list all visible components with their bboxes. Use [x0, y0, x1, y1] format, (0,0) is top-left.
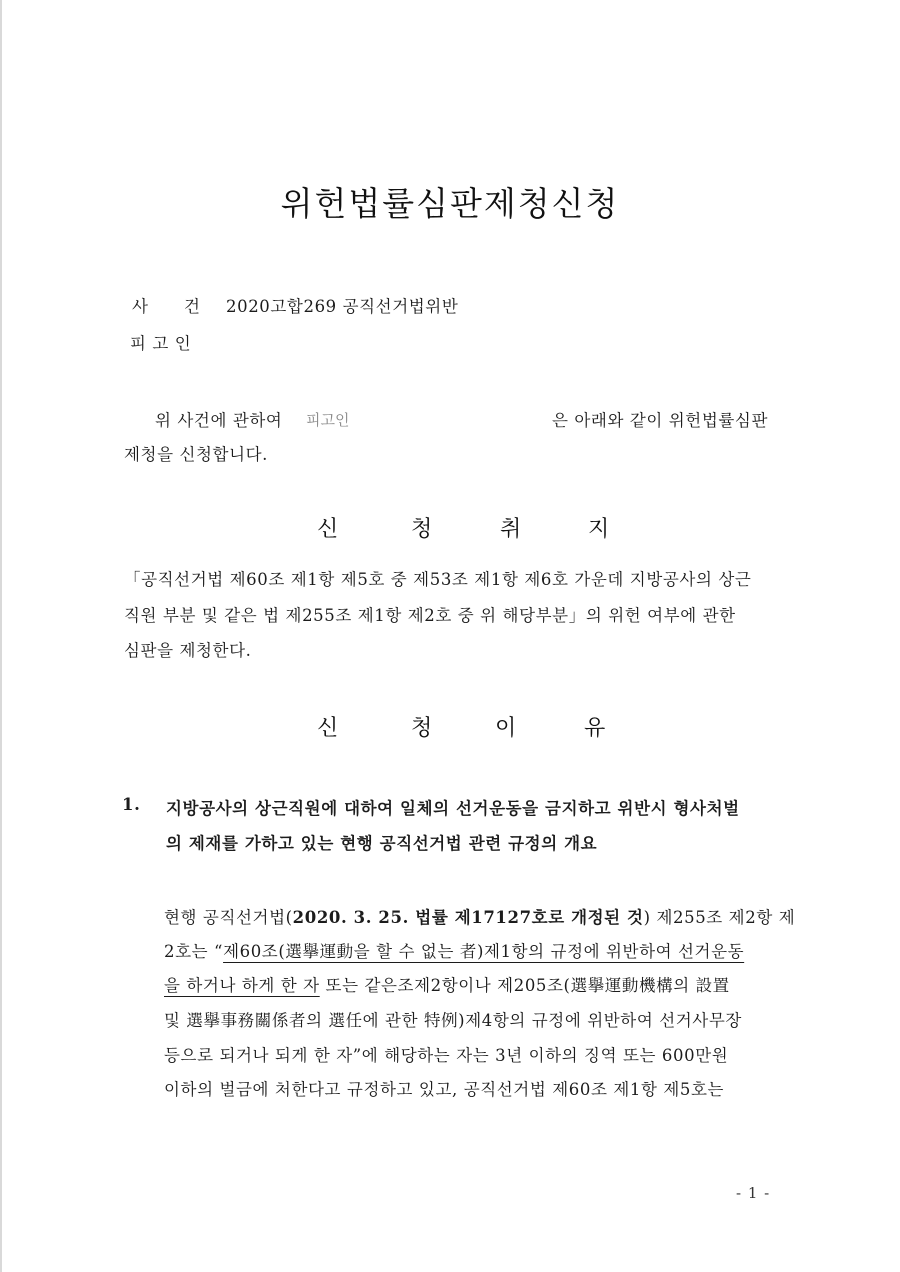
heading-reason-char-3: 이 — [495, 716, 517, 741]
underlined-provision-1: 제60조(選擧運動을 할 수 없는 者)제1항의 규정에 위반하여 선거운동 — [223, 942, 745, 961]
purpose-line-1: 「공직선거법 제60조 제1항 제5호 중 제53조 제1항 제6호 가운데 지방공사의 상근 — [124, 570, 752, 589]
body-line-5: 등으로 되거나 되게 한 자”에 해당하는 자는 3년 이하의 징역 또는 600만원 — [164, 1046, 729, 1065]
intro-line1-a: 위 사건에 관하여 — [155, 411, 283, 430]
body-line-1-a: 현행 공직선거법( — [164, 908, 293, 927]
document-title: 위헌법률심판제청신청 — [280, 184, 620, 223]
heading-reason-char-1: 신 — [317, 716, 339, 741]
heading-reason-char-4: 유 — [584, 716, 606, 741]
body-line-1-b: ) 제255조 제2항 제 — [643, 908, 796, 927]
item-1-heading-line-2: 의 제재를 가하고 있는 현행 공직선거법 관련 규정의 개요 — [166, 834, 598, 853]
heading-purpose-char-1: 신 — [317, 517, 339, 542]
intro-line1-b: 은 아래와 같이 위헌법률심판 — [552, 411, 769, 430]
body-line-6: 이하의 벌금에 처한다고 규정하고 있고, 공직선거법 제60조 제1항 제5호는 — [164, 1080, 725, 1099]
body-line-4: 및 選擧事務關係者의 選任에 관한 特例)제4항의 규정에 위반하여 선거사무장 — [164, 1011, 742, 1030]
body-line-1 — [164, 904, 795, 928]
defendant-label: 피 고 인 — [130, 334, 192, 353]
underlined-provision-2: 을 하거나 하게 한 자 — [164, 976, 320, 995]
heading-purpose-char-2: 청 — [411, 517, 433, 542]
purpose-line-2: 직원 부분 및 같은 법 제255조 제1항 제2호 중 위 해당부분」의 위헌 여부에 관한 — [124, 606, 736, 625]
body-line-2 — [164, 938, 744, 962]
case-label-geon: 건 — [184, 297, 200, 316]
case-number: 2020고합269 공직선거법위반 — [226, 297, 459, 316]
body-line-3 — [164, 972, 730, 996]
purpose-line-3: 심판을 제청한다. — [124, 641, 252, 660]
item-1-number: 1. — [122, 795, 141, 814]
page-number: - 1 - — [736, 1184, 771, 1202]
heading-reason-char-2: 청 — [411, 716, 433, 741]
law-revision-reference: 2020. 3. 25. 법률 제17127호로 개정된 것 — [292, 908, 644, 927]
body-line-3-b: 또는 같은조제2항이나 제205조(選擧運動機構의 設置 — [319, 976, 730, 995]
heading-purpose-char-4: 지 — [588, 517, 610, 542]
heading-purpose-char-3: 취 — [500, 517, 522, 542]
intro-line2: 제청을 신청합니다. — [124, 445, 269, 464]
case-label-sa: 사 — [132, 297, 148, 316]
body-line-2-a: 2호는 “ — [164, 942, 224, 961]
item-1-heading-line-1: 지방공사의 상근직원에 대하여 일체의 선거운동을 금지하고 위반시 형사처벌 — [166, 799, 740, 818]
intro-defendant-placeholder: 피고인 — [306, 411, 350, 429]
